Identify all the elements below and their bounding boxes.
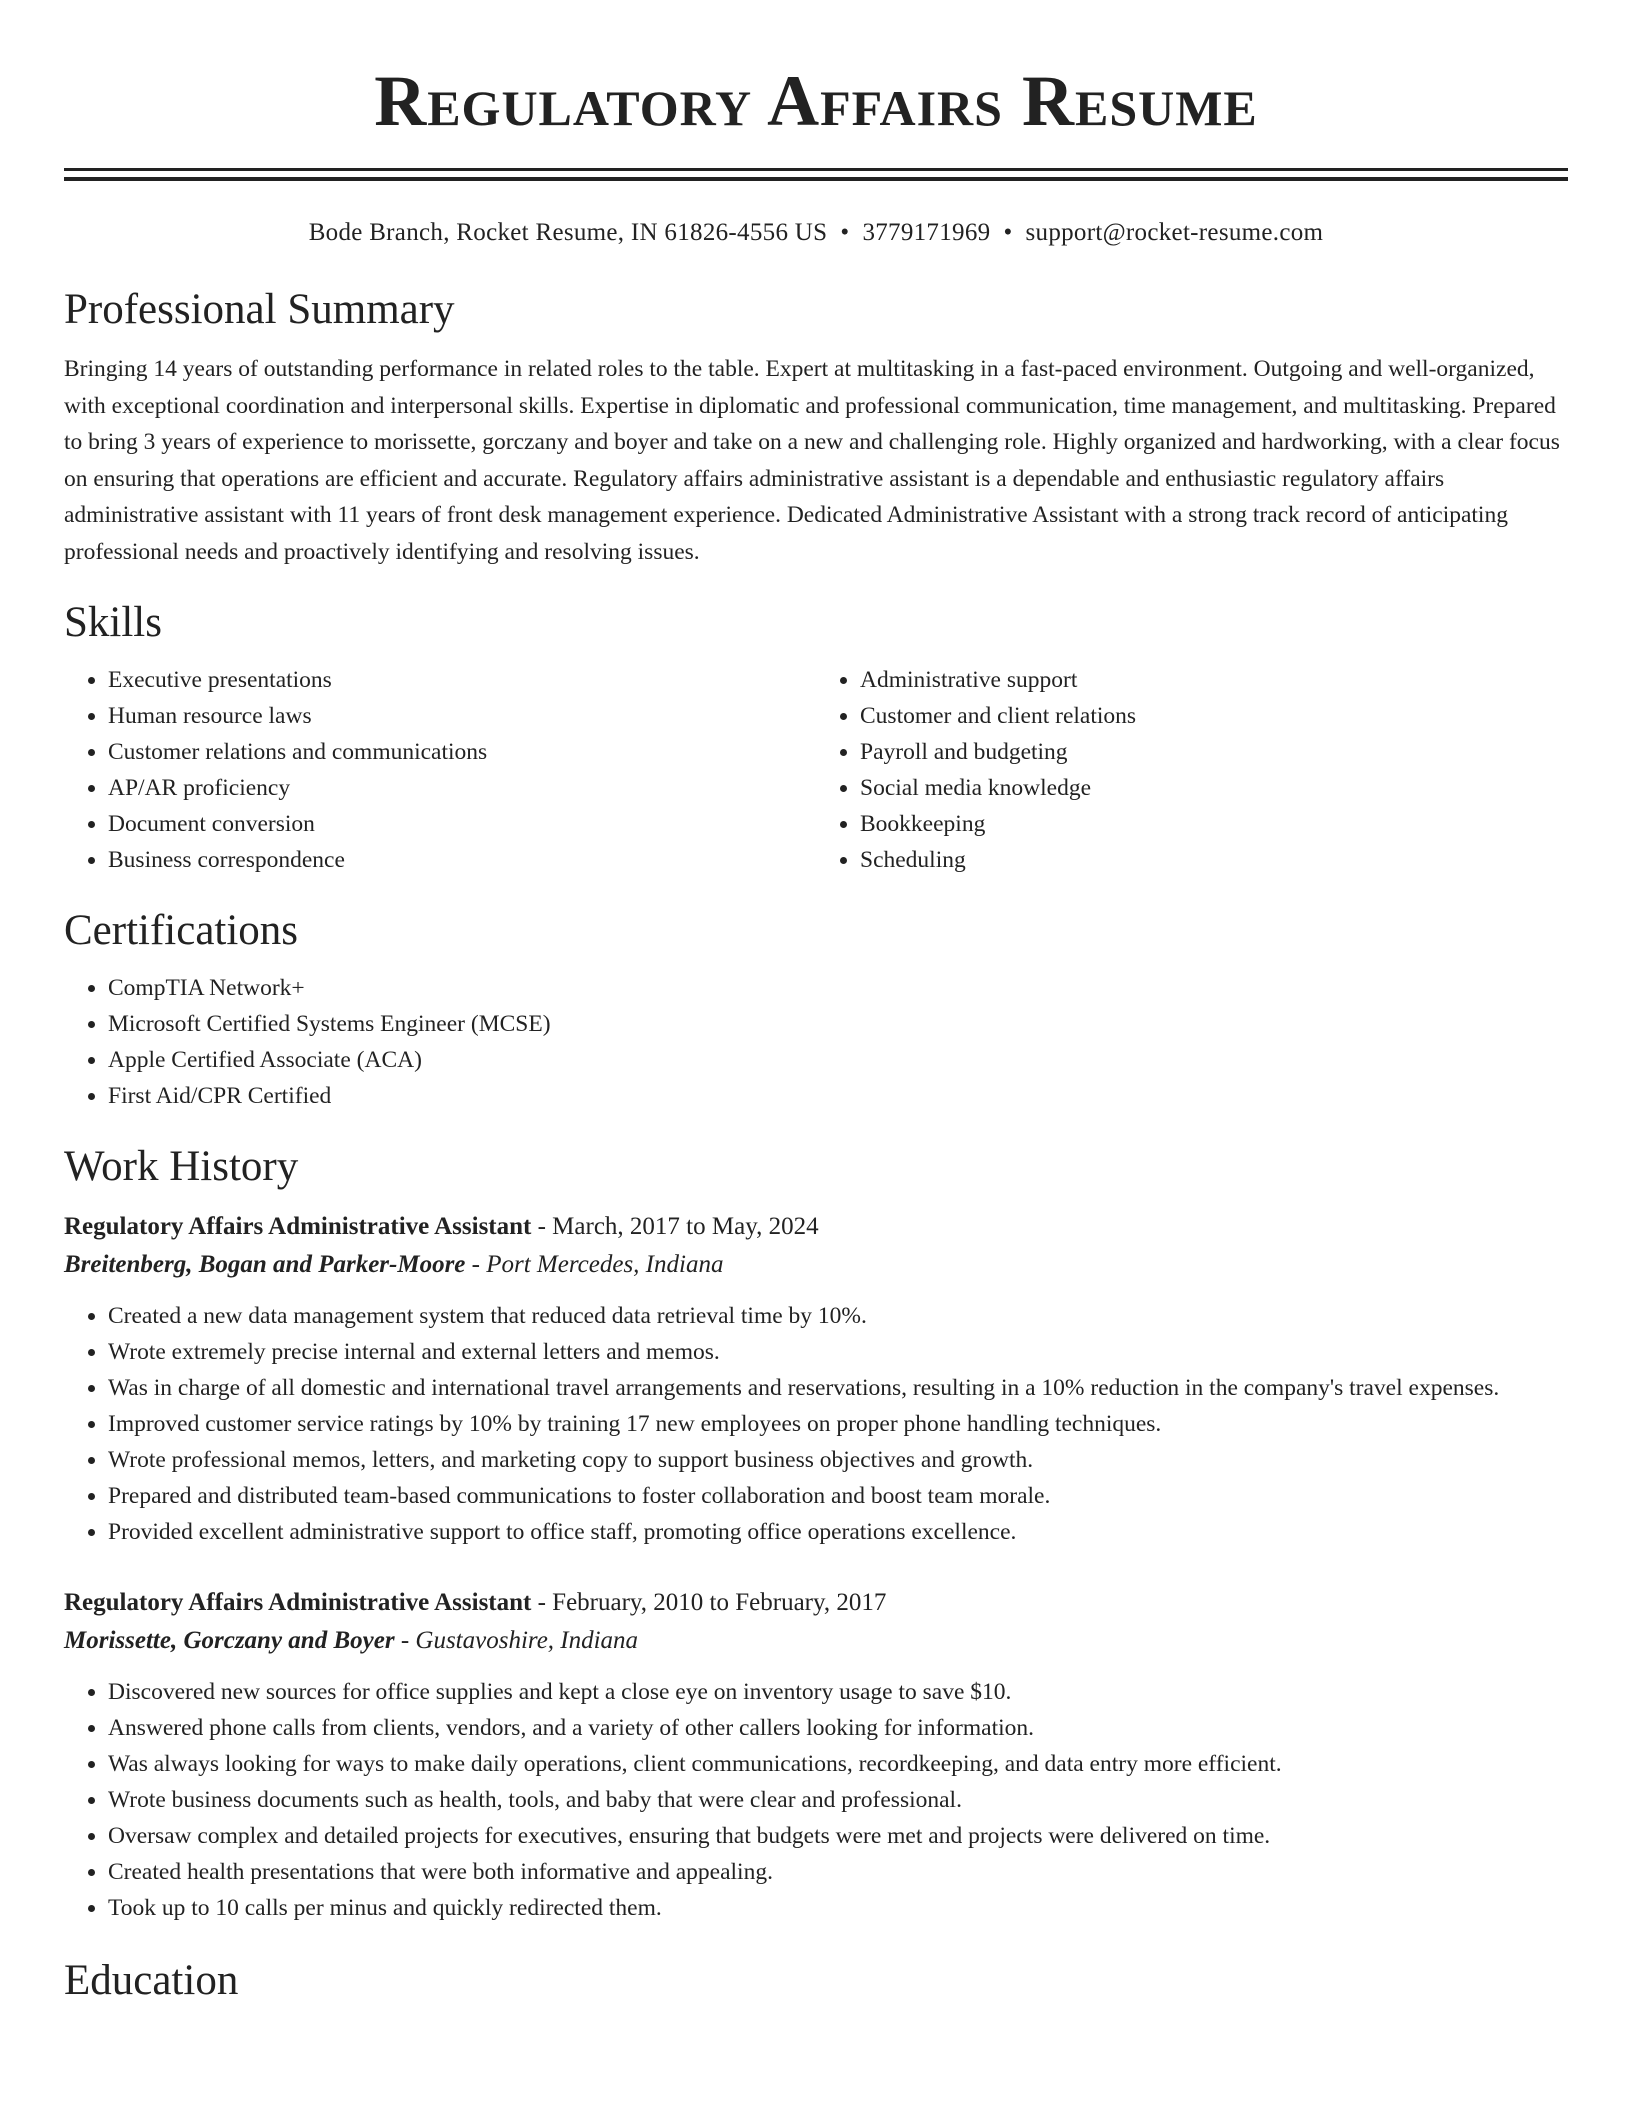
job-bullet: • Was always looking for ways to make daily operations, client communications, recordkeeping, and data entry more efficient. bbox=[108, 1746, 1568, 1782]
skills-section bbox=[64, 596, 1568, 878]
education-section bbox=[64, 1954, 1568, 2008]
job-location: - Gustavoshire, Indiana bbox=[394, 1627, 639, 1654]
job-bullet: • Provided excellent administrative support to office staff, promoting office operations excellence. bbox=[108, 1514, 1568, 1550]
contact-separator: • bbox=[840, 219, 850, 246]
certifications-section bbox=[64, 904, 1568, 1114]
skill-item: • Document conversion bbox=[108, 806, 816, 842]
job-bullet: • Oversaw complex and detailed projects for executives, ensuring that budgets were met and projects were delivered on time. bbox=[108, 1818, 1568, 1854]
contact-separator: • bbox=[1003, 219, 1013, 246]
job-bullet: • Wrote extremely precise internal and external letters and memos. bbox=[108, 1334, 1568, 1370]
summary-text: Bringing 14 years of outstanding performance in related roles to the table. Expert at multitasking in a fast-paced environment. Outgoing and well-organized, with exceptional coordination and interpersonal skills. Expertise in diplomatic and professional communication, time management, and multitasking. Prepared to bring 3 years of experience to morissette, gorczany and boyer and take on a new and challenging role. Highly organized and hardworking, with a clear focus on ensuring that operations are efficient and accurate. Regulatory affairs administrative assistant is a dependable and enthusiastic regulatory affairs administrative assistant with 11 years of front desk management experience. Dedicated Administrative Assistant with a strong track record of anticipating professional needs and proactively identifying and resolving issues. bbox=[64, 356, 1560, 565]
skill-item: • Scheduling bbox=[860, 842, 1568, 878]
job-entry bbox=[64, 1584, 1568, 1926]
job-bullet: • Wrote business documents such as health, tools, and baby that were clear and professional. bbox=[108, 1782, 1568, 1818]
title-rule-top bbox=[64, 168, 1568, 171]
job-bullet: • Improved customer service ratings by 10% by training 17 new employees on proper phone handling techniques. bbox=[108, 1406, 1568, 1442]
job-bullet: • Prepared and distributed team-based communications to foster collaboration and boost team morale. bbox=[108, 1478, 1568, 1514]
skill-item: • Social media knowledge bbox=[860, 770, 1568, 806]
certifications-heading: Certifications bbox=[64, 907, 299, 954]
skills-heading: Skills bbox=[64, 599, 162, 646]
skill-item: • AP/AR proficiency bbox=[108, 770, 816, 806]
job-bullets bbox=[64, 1298, 1568, 1550]
job-company-line bbox=[64, 1246, 1568, 1284]
summary-section bbox=[64, 283, 1568, 570]
job-title-line bbox=[64, 1584, 1568, 1622]
job-bullet: • Took up to 10 calls per minus and quickly redirected them. bbox=[108, 1890, 1568, 1926]
skill-item: • Administrative support bbox=[860, 662, 1568, 698]
job-title-line bbox=[64, 1208, 1568, 1246]
job-entry bbox=[64, 1208, 1568, 1550]
certification-item: • Apple Certified Associate (ACA) bbox=[108, 1042, 1568, 1078]
skill-item: • Executive presentations bbox=[108, 662, 816, 698]
skill-item: • Customer relations and communications bbox=[108, 734, 816, 770]
certification-item: • First Aid/CPR Certified bbox=[108, 1078, 1568, 1114]
job-company: Breitenberg, Bogan and Parker-Moore bbox=[64, 1251, 466, 1278]
summary-heading: Professional Summary bbox=[64, 286, 455, 333]
certifications-list bbox=[64, 970, 1568, 1114]
job-location: - Port Mercedes, Indiana bbox=[465, 1251, 724, 1278]
job-company-line bbox=[64, 1622, 1568, 1660]
job-bullets bbox=[64, 1674, 1568, 1926]
skills-grid bbox=[64, 662, 1568, 878]
work-history-section bbox=[64, 1140, 1568, 1926]
job-title: Regulatory Affairs Administrative Assistant bbox=[64, 1589, 532, 1616]
job-company: Morissette, Gorczany and Boyer bbox=[64, 1627, 395, 1654]
contact-address: Bode Branch, Rocket Resume, IN 61826-4556 US bbox=[308, 219, 828, 246]
resume-title: Regulatory Affairs Resume bbox=[374, 61, 1258, 141]
education-heading: Education bbox=[64, 1957, 239, 2004]
work-history-heading: Work History bbox=[64, 1143, 299, 1190]
skill-item: • Human resource laws bbox=[108, 698, 816, 734]
job-dates: - February, 2010 to February, 2017 bbox=[531, 1589, 887, 1616]
skill-item: • Bookkeeping bbox=[860, 806, 1568, 842]
skills-list-right bbox=[816, 662, 1568, 878]
certification-item: • Microsoft Certified Systems Engineer (MCSE) bbox=[108, 1006, 1568, 1042]
skill-item: • Business correspondence bbox=[108, 842, 816, 878]
skill-item: • Customer and client relations bbox=[860, 698, 1568, 734]
job-bullet: • Answered phone calls from clients, vendors, and a variety of other callers looking for information. bbox=[108, 1710, 1568, 1746]
job-bullet: • Wrote professional memos, letters, and marketing copy to support business objectives and growth. bbox=[108, 1442, 1568, 1478]
skills-list-left bbox=[64, 662, 816, 878]
job-bullet: • Created a new data management system that reduced data retrieval time by 10%. bbox=[108, 1298, 1568, 1334]
skill-item: • Payroll and budgeting bbox=[860, 734, 1568, 770]
contact-line bbox=[64, 217, 1568, 249]
job-bullet: • Discovered new sources for office supplies and kept a close eye on inventory usage to save $10. bbox=[108, 1674, 1568, 1710]
job-bullet: • Created health presentations that were both informative and appealing. bbox=[108, 1854, 1568, 1890]
title-rule-bottom bbox=[64, 177, 1568, 181]
contact-email: support@rocket-resume.com bbox=[1025, 219, 1324, 246]
contact-phone: 3779171969 bbox=[862, 219, 991, 246]
job-title: Regulatory Affairs Administrative Assistant bbox=[64, 1213, 532, 1240]
certification-item: • CompTIA Network+ bbox=[108, 970, 1568, 1006]
job-dates: - March, 2017 to May, 2024 bbox=[531, 1213, 819, 1240]
job-bullet: • Was in charge of all domestic and international travel arrangements and reservations, resulting in a 10% reduction in the company's travel expenses. bbox=[108, 1370, 1568, 1406]
